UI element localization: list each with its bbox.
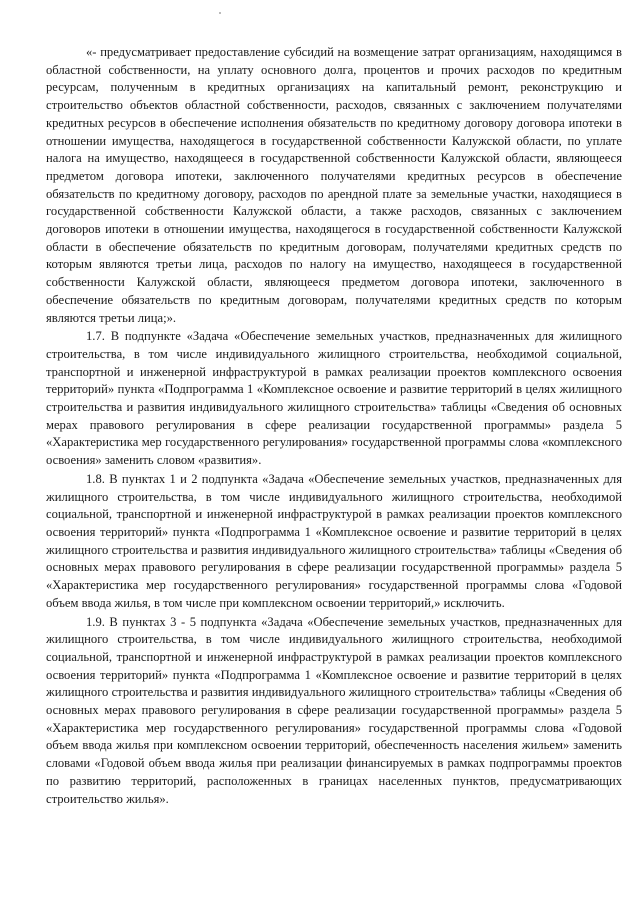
paragraph-1-8: 1.8. В пунктах 1 и 2 подпункта «Задача «Обеспечение земельных участков, предназначенных для жилищного строительства, в том числе индивидуального жилищного строительства, необходимой социальной, транспортной и инженерной инфраструктурой в рамках реализации проектов комплексного освоения территорий» пункта «Подпрограмма 1 «Комплексное освоение и развитие территорий в целях жилищного строительства и развития индивидуального жилищного строительства» таблицы «Сведения об основных мерах правового регулирования в сфере реализации государственной программы» раздела 5 «Характеристика мер государственного регулирования» государственной программы слова «Годовой объем ввода жилья, в том числе при комплексном освоении территорий,» исключить. <box>46 471 622 610</box>
document-body <box>46 44 622 808</box>
paragraph-1-9: 1.9. В пунктах 3 - 5 подпункта «Задача «Обеспечение земельных участков, предназначенных для жилищного строительства, в том числе индивидуального жилищного строительства, необходимой социальной, транспортной и инженерной инфраструктурой в рамках реализации проектов комплексного освоения территорий» пункта «Подпрограмма 1 «Комплексное освоение и развитие территорий в целях жилищного строительства и развития индивидуального жилищного строительства» таблицы «Сведения об основных мерах правового регулирования в сфере реализации государственной программы» раздела 5 «Характеристика мер государственного регулирования» государственной программы слова «Годовой объем ввода жилья при комплексном освоении территорий, обеспеченность населения жильем» заменить словами «Годовой объем ввода жилья при реализации финансируемых в рамках подпрограммы проектов по развитию территорий, расположенных в границах населенных пунктов, предусматривающих строительство жилья». <box>46 614 622 806</box>
paragraph-1-7: 1.7. В подпункте «Задача «Обеспечение земельных участков, предназначенных для жилищного строительства, в том числе индивидуального жилищного строительства, необходимой социальной, транспортной и инженерной инфраструктурой в рамках реализации проектов комплексного освоения территорий» пункта «Подпрограмма 1 «Комплексное освоение и развитие территорий в целях жилищного строительства и развития индивидуального жилищного строительства» таблицы «Сведения об основных мерах правового регулирования в сфере реализации государственной программы» раздела 5 «Характеристика мер государственного регулирования» государственной программы слова «комплексного освоения» заменить словом «развития». <box>46 329 622 468</box>
paragraph-subsidy-clause: «- предусматривает предоставление субсидий на возмещение затрат организациям, находящимся в областной собственности, на уплату основного долга, процентов и прочих расходов по кредитным ресурсам, полученным в кредитных организациях на капитальный ремонт, реконструкцию и строительство объектов областной собственности, расходов, связанных с заключением получателями кредитных ресурсов в обеспечение исполнения обязательств по кредитному договору договора ипотеки в отношении имущества, находящегося в государственной собственности Калужской области, по уплате налога на имущество, находящееся в государственной собственности Калужской области, являющееся предметом договора ипотеки, заключенного получателями кредитных ресурсов в обеспечение обязательств по кредитному договору, расходов по арендной плате за земельные участки, находящиеся в государственной собственности Калужской области, а также расходов, связанных с заключением договоров ипотеки в отношении имущества, находящегося в государственной собственности Калужской области в обеспечение обязательств по кредитным договорам, получателями кредитных средств по которым являются третьи лица, расходов по налогу на имущество, находящееся в государственной собственности Калужской области, являющееся предметом договора ипотеки, заключенного в обеспечение обязательств по кредитным договорам, получателями кредитных средств по которым являются третьи лица;». <box>46 45 622 325</box>
scan-speck <box>219 12 221 14</box>
